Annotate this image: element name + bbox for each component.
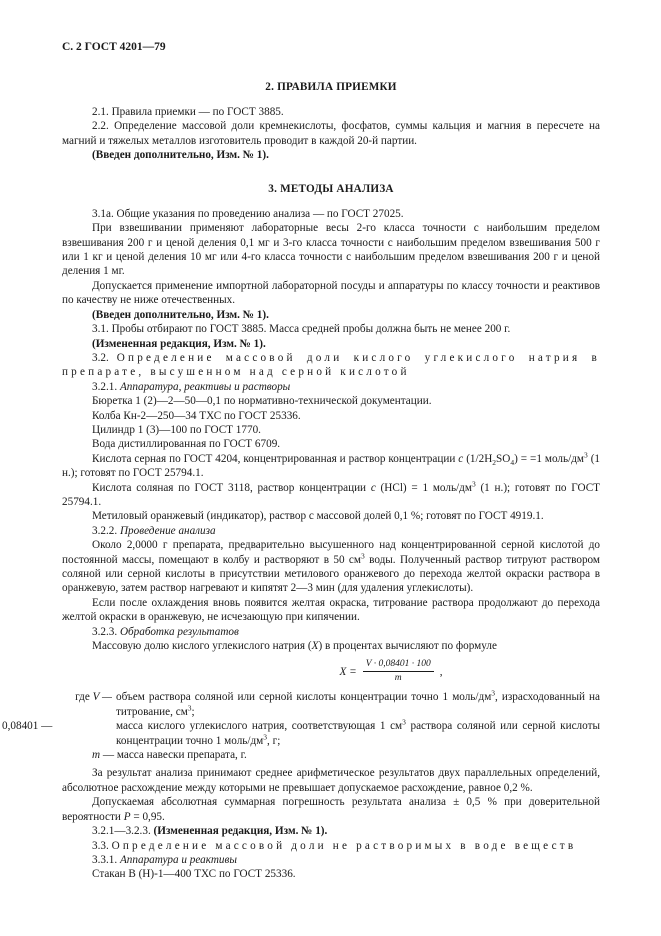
error-paragraph: Допускаемая абсолютная суммарная погрешность результата анализа ± 0,5 % при доверительной вероятности P = 0,95. bbox=[62, 796, 600, 823]
italic-heading: Обработка результатов bbox=[119, 625, 239, 638]
paragraph-3-2: 3.2. Определение массовой доли кислого углекислого натрия в препарате, высушенном над серной кислотой bbox=[62, 351, 600, 379]
formula-end: , bbox=[439, 665, 443, 678]
paragraph-3-3: 3.3. Определение массовой доли не растворимых в воде веществ bbox=[92, 839, 577, 852]
formula bbox=[182, 659, 600, 684]
formula-lhs: X = bbox=[339, 665, 357, 678]
paragraph-3-1: 3.1. Пробы отбирают по ГОСТ 3885. Масса средней пробы должна быть не менее 200 г. bbox=[92, 323, 511, 336]
where-v: где V — объем раствора соляной или серной кислоты концентрации точно 1 моль/$дм^3$, израсходованный на титрование, $см^3$; bbox=[75, 688, 600, 718]
list-item: Цилиндр 1 (3)—100 по ГОСТ 1770. bbox=[92, 423, 261, 436]
formula-numerator: V · 0,08401 · 100 bbox=[363, 659, 434, 672]
hydrochloric-acid-item: Кислота соляная по ГОСТ 3118, раствор концентрации c (HCl) = 1 моль/$дм^3$ (1 н.); готовят по ГОСТ 25794.1. bbox=[62, 478, 600, 508]
paragraph-3-2-2: 3.2.2. Проведение анализа bbox=[92, 524, 216, 537]
procedure-paragraph: Около 2,0000 г препарата, предварительно высушенного над концентрированной серной кислотой до постоянной массы, помещают в колбу и растворяют в 50 $см^3$ воды. Полученный раствор титруют раствором соляной или серной кислоты в присутствии метилового оранжевого до перехода желтой окраски раствора в оранжевую, затем раствор нагревают и кипятят 2—3 мин (для удаления углекислоты). bbox=[62, 539, 601, 595]
amendment-note: (Измененная редакция, Изм. № 1). bbox=[92, 337, 266, 350]
spaced-heading: Определение массовой доли кислого углекислого натрия в препарате, высушенном над серной кислотой bbox=[62, 351, 600, 379]
amendment-note: (Введен дополнительно, Изм. № 1). bbox=[92, 149, 269, 162]
methyl-orange-item: Метиловый оранжевый (индикатор), раствор с массовой долей 0,1 %; готовят по ГОСТ 4919.1. bbox=[92, 510, 544, 523]
calculation-intro: Массовую долю кислого углекислого натрия (X) в процентах вычисляют по формуле bbox=[92, 640, 497, 653]
formula-fraction bbox=[363, 659, 434, 684]
italic-heading: Аппаратура, реактивы и растворы bbox=[119, 380, 291, 393]
paragraph-3-3-1: 3.3.1. Аппаратура и реактивы bbox=[92, 853, 237, 866]
paragraph-2-2: 2.2. Определение массовой доли кремнекислоты, фосфатов, суммы кальция и магния в пересчете на магний и тяжелых металлов изготовитель проводит в каждой 20-й партии. bbox=[62, 120, 600, 147]
sulfuric-acid-item: Кислота серная по ГОСТ 4204, концентрированная и раствор концентрации c $(1/2H_2SO_4) = =1$ моль/$дм^3$ (1 н.); готовят по ГОСТ 25794.1. bbox=[62, 450, 601, 480]
page-header: С. 2 ГОСТ 4201—79 bbox=[62, 41, 166, 53]
spaced-heading: Определение массовой доли не растворимых в воде веществ bbox=[111, 839, 577, 852]
where-m: m — масса навески препарата, г. bbox=[92, 749, 247, 762]
paragraph-3-2-1: 3.2.1. Аппаратура, реактивы и растворы bbox=[92, 380, 291, 393]
section-2-title: 2. ПРАВИЛА ПРИЕМКИ bbox=[265, 81, 397, 94]
document-page bbox=[2, 40, 601, 882]
beaker-item: Стакан В (Н)-1—400 ТХС по ГОСТ 25336. bbox=[92, 868, 296, 881]
paragraph-2-1: 2.1. Правила приемки — по ГОСТ 3885. bbox=[92, 105, 284, 118]
italic-heading: Аппаратура и реактивы bbox=[119, 853, 237, 866]
paragraph-allowed: Допускается применение импортной лабораторной посуды и аппаратуры по классу точности и реактивов по качеству не ниже отечественных. bbox=[62, 279, 600, 307]
result-paragraph: За результат анализа принимают среднее арифметическое результатов двух параллельных определений, абсолютное расхождение между которыми не превышает допускаемое расхождение, равное 0,2 %. bbox=[62, 767, 600, 794]
amendment-note: 3.2.1—3.2.3. (Измененная редакция, Изм. № 1). bbox=[92, 825, 328, 838]
list-item: Колба Кн-2—250—34 ТХС по ГОСТ 25336. bbox=[92, 409, 301, 422]
list-item: Бюретка 1 (2)—2—50—0,1 по нормативно-технической документации. bbox=[92, 395, 432, 408]
yellow-color-paragraph: Если после охлаждения вновь появится желтая окраска, титрование раствора продолжают до перехода желтой окраски в оранжевую, не исчезающую при кипячении. bbox=[62, 596, 600, 624]
formula-denominator: m bbox=[394, 673, 402, 684]
section-3-title: 3. МЕТОДЫ АНАЛИЗА bbox=[268, 183, 394, 196]
where-coefficient: 0,08401 — масса кислого углекислого натрия, соответствующая 1 $см^3$ раствора соляной или серной кислоты концентрации точно 1 моль/$дм^3$, г; bbox=[2, 717, 600, 747]
paragraph-3-2-3: 3.2.3. Обработка результатов bbox=[92, 625, 239, 638]
paragraph-weighing: При взвешивании применяют лабораторные весы 2-го класса точности с наибольшим пределом взвешивания 200 г и ценой деления 0,1 мг и 3-го класса точности с наибольшим пределом взвешивания 500 г или 1 кг и ценой деления 10 мг или 4-го класса точности с наибольшим пределом взвешивания 200 г и ценой деления 1 мг. bbox=[62, 222, 600, 278]
italic-heading: Проведение анализа bbox=[119, 524, 216, 537]
paragraph-3-1a: 3.1а. Общие указания по проведению анализа — по ГОСТ 27025. bbox=[92, 207, 404, 220]
list-item: Вода дистиллированная по ГОСТ 6709. bbox=[92, 438, 281, 451]
amendment-note: (Введен дополнительно, Изм. № 1). bbox=[92, 308, 269, 321]
